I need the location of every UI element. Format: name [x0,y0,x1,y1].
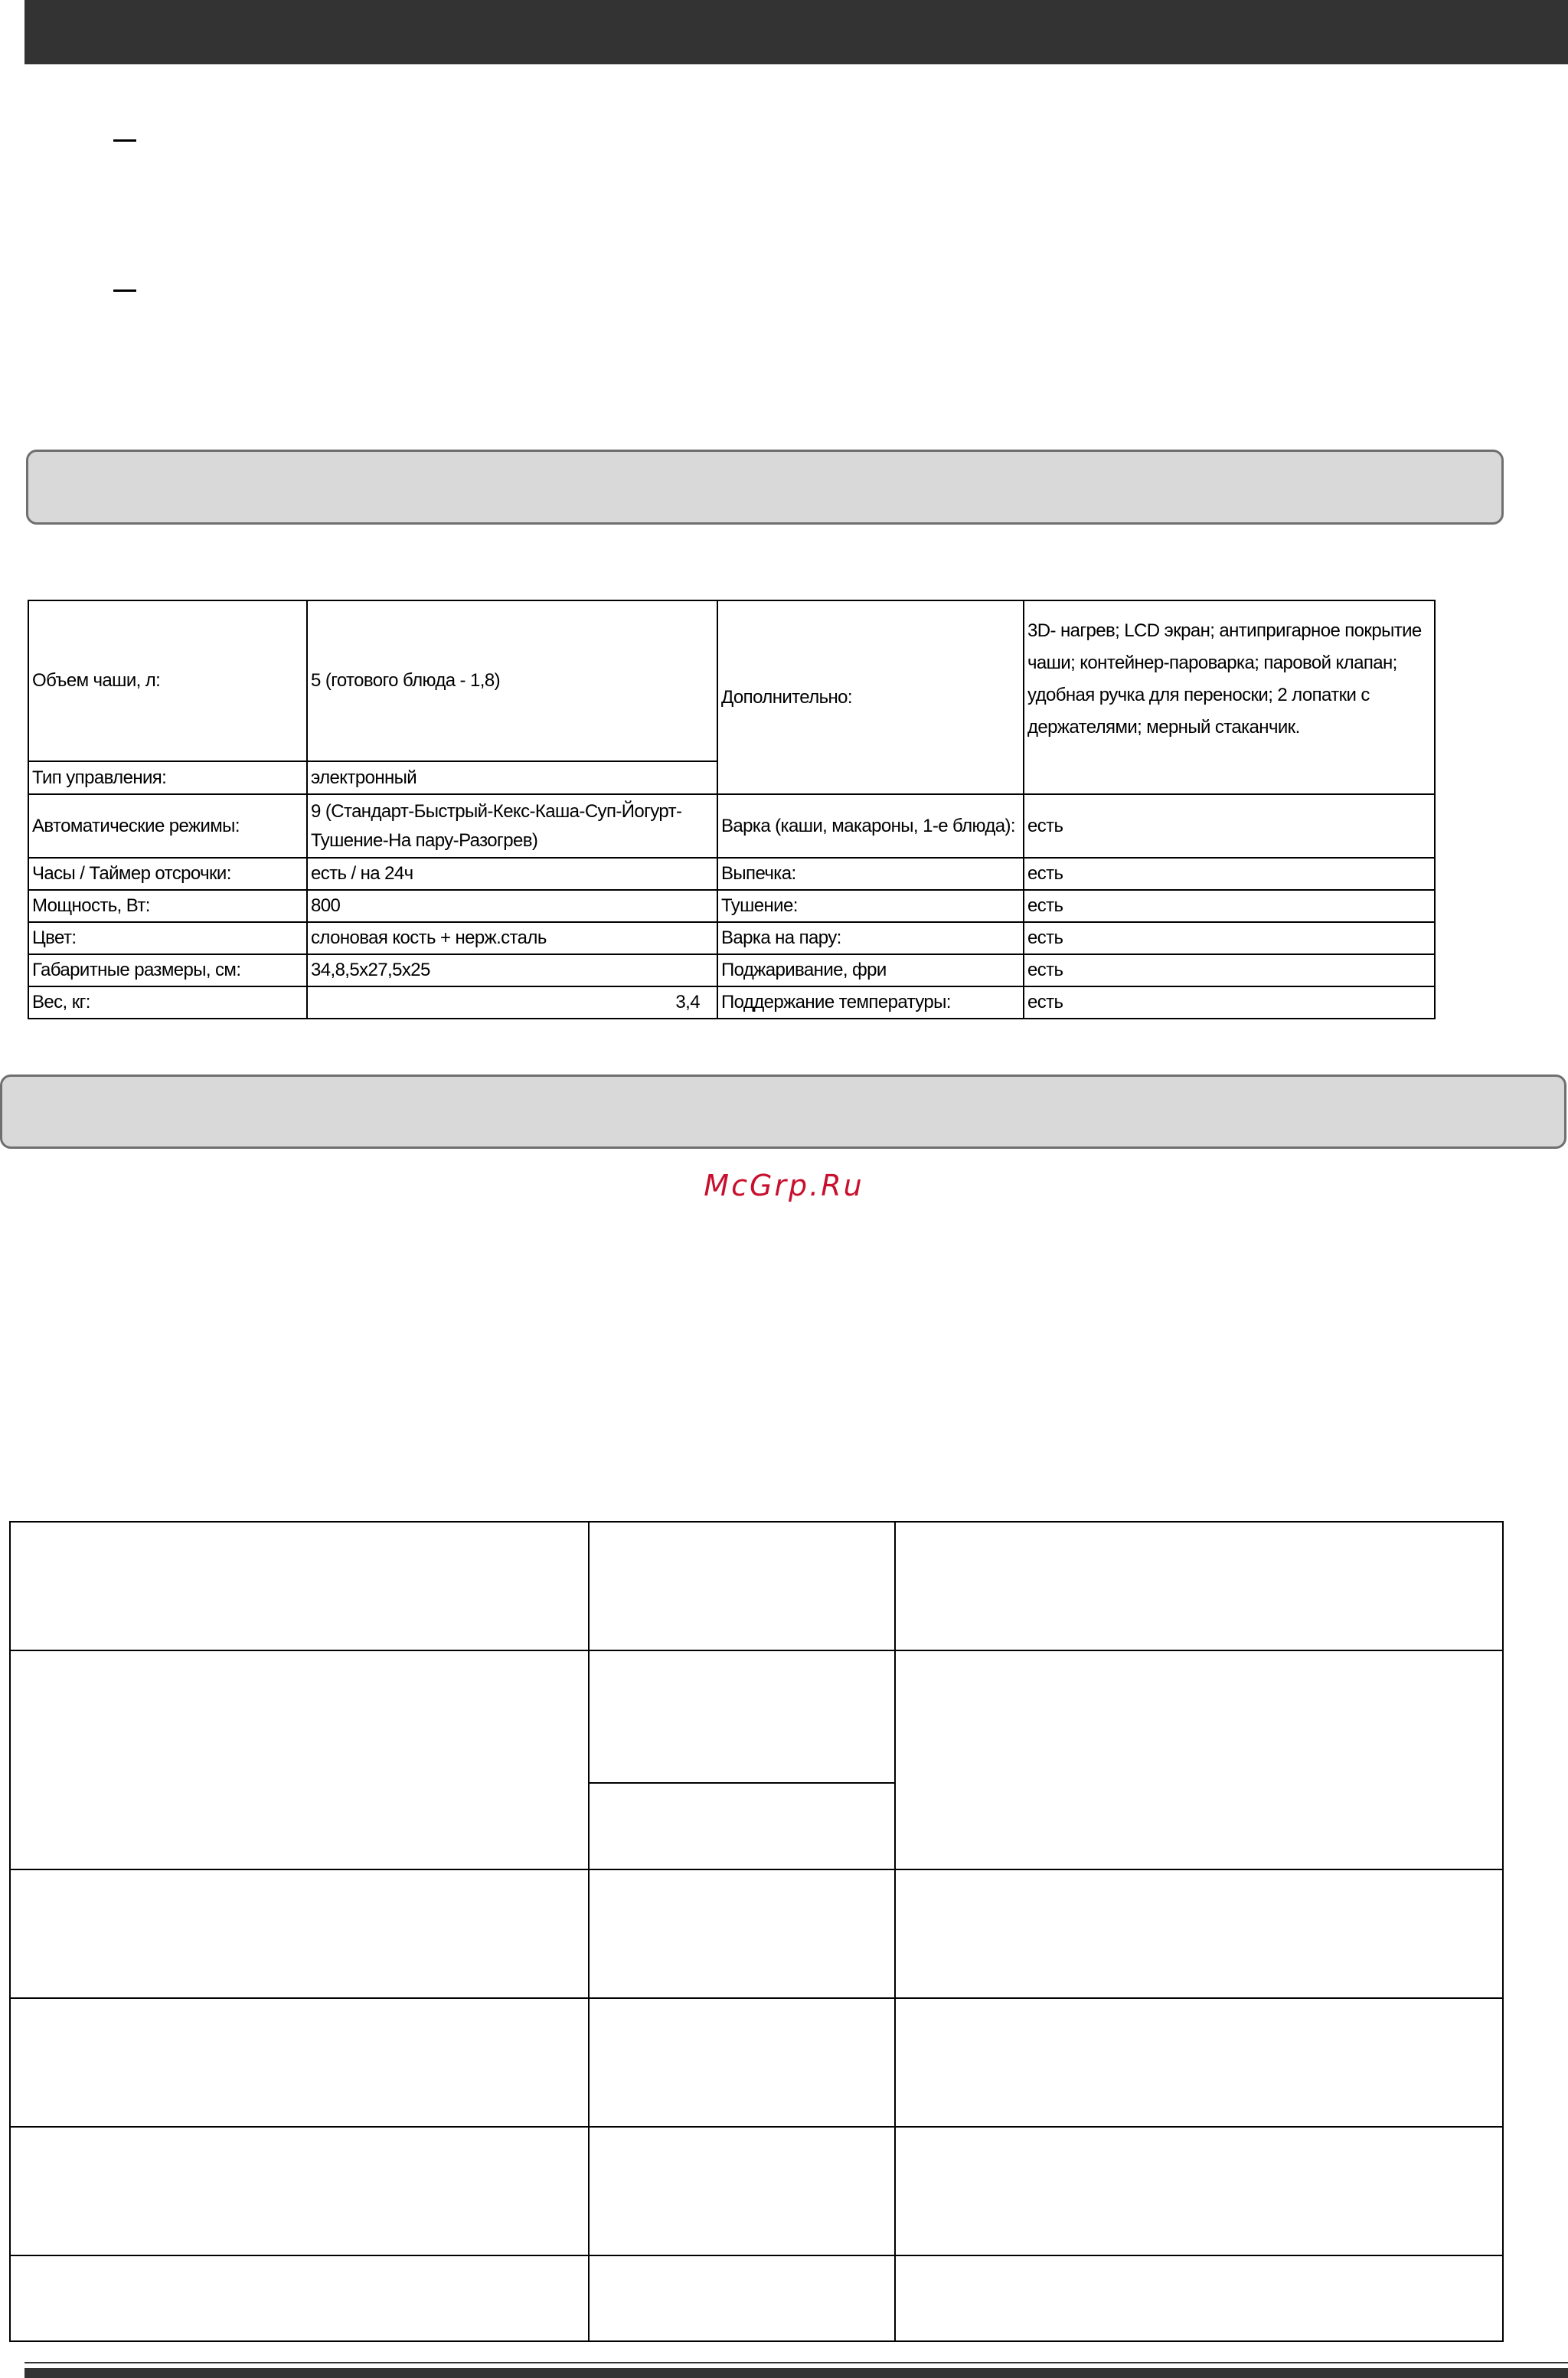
grid-cell [589,1998,895,2127]
feature-value: есть [1024,954,1435,986]
grid-cell [895,1650,1503,1869]
spec-value: 800 [307,890,717,922]
section-banner [0,1075,1566,1149]
feature-label: Выпечка: [717,858,1024,890]
specifications-table [28,600,1436,1019]
grid-cell [589,1869,895,1998]
grid-cell [10,1650,589,1869]
dash-bullet [113,289,136,292]
feature-value: есть [1024,858,1435,890]
spec-value: 34,8,5х27,5х25 [307,954,717,986]
feature-label: Поджаривание, фри [717,954,1024,986]
spec-label: Часы / Таймер отсрочки: [28,858,307,890]
spec-value: слоновая кость + нерж.сталь [307,922,717,954]
grid-cell [895,2127,1503,2255]
extra-label: Дополнительно: [717,600,1024,794]
grid-cell [895,2255,1503,2341]
grid-cell [10,2127,589,2255]
grid-cell [589,1522,895,1650]
top-header-bar [24,0,1568,64]
grid-cell [895,1522,1503,1650]
feature-label: Тушение: [717,890,1024,922]
grid-cell [10,1869,589,1998]
grid-cell [10,1522,589,1650]
spec-label: Тип управления: [28,761,307,794]
spec-label: Вес, кг: [28,986,307,1019]
feature-value: есть [1024,794,1435,858]
feature-label: Варка на пару: [717,922,1024,954]
grid-cell [589,2127,895,2255]
watermark: McGrp.Ru [704,1169,864,1202]
grid-cell [589,1783,895,1869]
feature-value: есть [1024,922,1435,954]
grid-cell [10,2255,589,2341]
feature-label: Поддержание температуры: [717,986,1024,1019]
spec-value: есть / на 24ч [307,858,717,890]
grid-cell [10,1998,589,2127]
footer-bar [24,2368,1568,2378]
spec-value: 5 (готового блюда - 1,8) [307,600,717,761]
spec-value: 9 (Стандарт-Быстрый-Кекс-Каша-Суп-Йогурт-Тушение-На пару-Разогрев) [307,794,717,858]
spec-label: Цвет: [28,922,307,954]
spec-label: Габаритные размеры, см: [28,954,307,986]
section-banner [26,450,1504,525]
feature-label: Варка (каши, макароны, 1-е блюда): [717,794,1024,858]
empty-grid-table [9,1521,1504,2342]
dash-bullet [113,139,136,142]
spec-label: Автоматические режимы: [28,794,307,858]
spec-label: Объем чаши, л: [28,600,307,761]
spec-label: Мощность, Вт: [28,890,307,922]
feature-value: есть [1024,986,1435,1019]
grid-cell [589,2255,895,2341]
grid-cell [589,1650,895,1783]
grid-cell [895,1869,1503,1998]
footer-rule [24,2362,1568,2363]
extra-value: 3D- нагрев; LCD экран; антипригарное покрытие чаши; контейнер-пароварка; паровой клапан; удобная ручка для переноски; 2 лопатки с держателями; мерный стаканчик. [1024,600,1435,794]
spec-value: 3,4 [307,986,717,1019]
grid-cell [895,1998,1503,2127]
feature-value: есть [1024,890,1435,922]
spec-value: электронный [307,761,717,794]
